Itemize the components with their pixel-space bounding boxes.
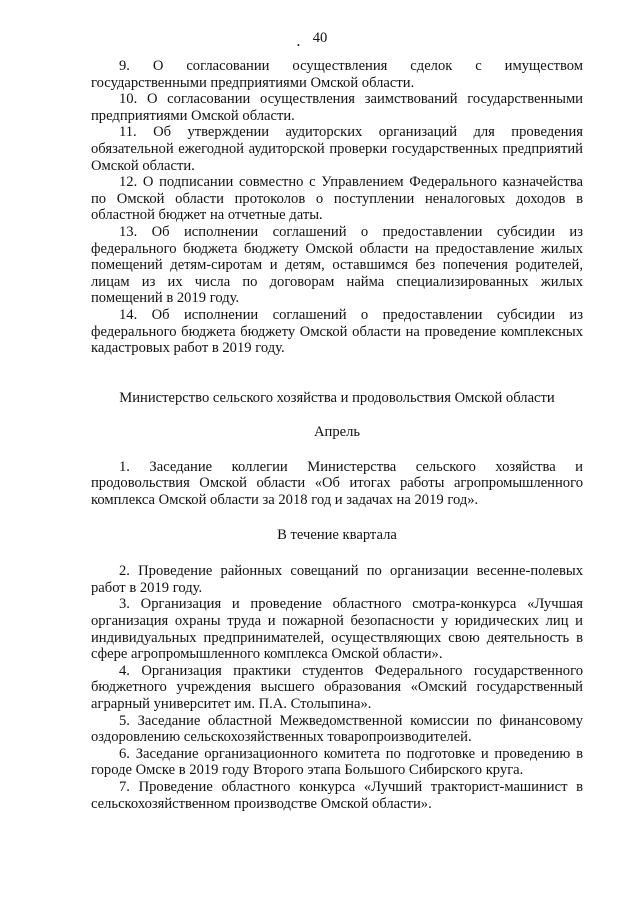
list-item: 3. Организация и проведение областного смотра-конкурса «Лучшая организация охраны труда и пожарной безопасности у юридических лиц и индивидуальных предпринимателей, осуществляющих свою деятельность в сфере агропромышленного комплекса Омской области». xyxy=(91,596,583,663)
page-number: 40 xyxy=(312,30,328,46)
document-body xyxy=(91,58,583,812)
ministry-heading: Министерство сельского хозяйства и продовольствия Омской области xyxy=(119,389,555,406)
list-item: 6. Заседание организационного комитета по подготовке и проведению в городе Омске в 2019 году Второго этапа Большого Сибирского круга. xyxy=(91,745,583,779)
quarter-heading: В течение квартала xyxy=(277,526,397,543)
list-item: 13. Об исполнении соглашений о предоставлении субсидии из федерального бюджета бюджету Омской области на предоставление жилых помещений детям-сиротам и детям, оставшимся без попечения родителей, лицам из их числа по договорам найма специализированных жилых помещений в 2019 году. xyxy=(91,223,583,307)
list-item: 10. О согласовании осуществления заимствований государственными предприятиями Омской области. xyxy=(91,91,583,124)
list-item: 7. Проведение областного конкурса «Лучший тракторист-машинист в сельскохозяйственном производстве Омской области». xyxy=(91,778,583,812)
list-item: 9. О согласовании осуществления сделок с имуществом государственными предприятиями Омской области. xyxy=(91,58,583,91)
agenda-list-section-a xyxy=(91,58,583,357)
stray-mark: • xyxy=(297,41,300,50)
list-item: 1. Заседание коллегии Министерства сельского хозяйства и продовольствия Омской области «Об итогах работы агропромышленного комплекса Омской области за 2018 год и задачах на 2019 год». xyxy=(91,458,583,509)
agenda-list-quarter xyxy=(91,563,583,812)
list-item: 2. Проведение районных совещаний по организации весенне-полевых работ в 2019 году. xyxy=(91,563,583,596)
list-item: 5. Заседание областной Межведомственной комиссии по финансовому оздоровлению сельскохозяйственных товаропроизводителей. xyxy=(91,712,583,746)
list-item: 4. Организация практики студентов Федерального государственного бюджетного учреждения высшего образования «Омский государственный аграрный университет им. П.А. Столыпина». xyxy=(91,662,583,712)
list-item: 11. Об утверждении аудиторских организаций для проведения обязательной ежегодной аудиторской проверки государственных предприятий Омской области. xyxy=(91,124,583,174)
april-heading: Апрель xyxy=(313,424,361,441)
list-item: 12. О подписании совместно с Управлением Федерального казначейства по Омской области протоколов о поступлении неналоговых доходов в областной бюджет на отчетные даты. xyxy=(91,174,583,224)
list-item: 14. Об исполнении соглашений о предоставлении субсидии из федерального бюджета бюджету Омской области на проведение комплексных кадастровых работ в 2019 году. xyxy=(91,306,583,357)
agenda-list-april xyxy=(91,459,583,509)
